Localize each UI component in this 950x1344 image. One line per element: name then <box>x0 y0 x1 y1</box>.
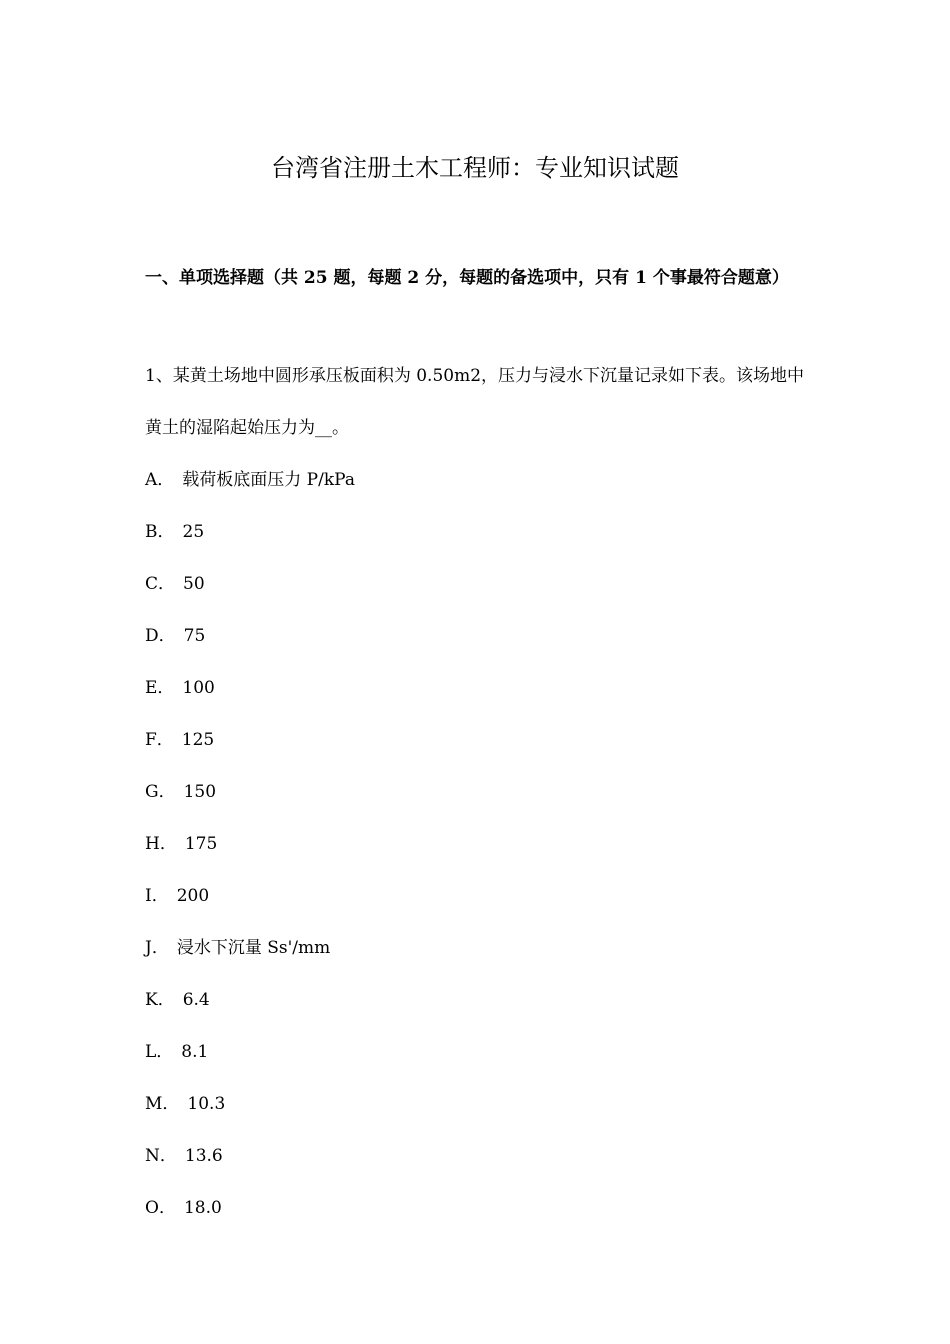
option-text: 18.0 <box>183 1198 222 1218</box>
option-text: 浸水下沉量 Ss'/mm <box>176 938 331 958</box>
option-text: 50 <box>183 574 205 594</box>
option-text: 200 <box>176 886 210 906</box>
option-letter: I <box>145 886 152 906</box>
option-text: 10.3 <box>187 1094 226 1114</box>
option-letter: M <box>145 1094 163 1114</box>
option-text: 150 <box>183 782 217 802</box>
option-letter: L <box>145 1042 157 1062</box>
option-letter: E <box>145 678 158 698</box>
option-text: 25 <box>182 522 205 542</box>
option-n: N． 13.6 <box>145 1130 815 1182</box>
option-d: D． 75 <box>145 610 815 662</box>
option-text: 75 <box>183 626 206 646</box>
option-text: 100 <box>182 678 215 698</box>
option-letter: J <box>145 938 152 958</box>
option-b: B． 25 <box>145 506 815 558</box>
option-letter: A <box>145 470 158 490</box>
document-title: 台湾省注册土木工程师：专业知识试题 <box>271 154 679 182</box>
option-text: 175 <box>184 834 218 854</box>
option-g: G． 150 <box>145 766 815 818</box>
option-h: H． 175 <box>145 818 815 870</box>
option-text: 载荷板底面压力 P/kPa <box>182 470 355 490</box>
option-c: C． 50 <box>145 558 815 610</box>
options-list <box>145 454 815 1234</box>
option-text: 13.6 <box>184 1146 223 1166</box>
option-letter: F <box>145 730 157 750</box>
option-f: F． 125 <box>145 714 815 766</box>
option-o: O． 18.0 <box>145 1182 815 1234</box>
option-text: 8.1 <box>181 1042 209 1062</box>
option-i: I． 200 <box>145 870 815 922</box>
option-letter: G <box>145 782 159 802</box>
option-letter: H <box>145 834 160 854</box>
option-letter: N <box>145 1146 160 1166</box>
option-m: M． 10.3 <box>145 1078 815 1130</box>
option-letter: B <box>145 522 158 542</box>
option-letter: O <box>145 1198 159 1218</box>
option-j: J． 浸水下沉量 Ss'/mm <box>145 922 815 974</box>
option-a: A． 载荷板底面压力 P/kPa <box>145 454 815 506</box>
section-heading: 一、单项选择题（共 25 题，每题 2 分，每题的备选项中，只有 1 个事最符合题意） <box>145 268 789 288</box>
option-letter: C <box>145 574 159 594</box>
option-e: E． 100 <box>145 662 815 714</box>
option-k: K． 6.4 <box>145 974 815 1026</box>
question-text: 1、某黄土场地中圆形承压板面积为 0.50m2，压力与浸水下沉量记录如下表。该场地中黄土的湿陷起始压力为__。 <box>145 366 805 438</box>
option-letter: D <box>145 626 159 646</box>
option-letter: K <box>145 990 158 1010</box>
option-text: 6.4 <box>182 990 210 1010</box>
option-text: 125 <box>181 730 215 750</box>
option-l: L． 8.1 <box>145 1026 815 1078</box>
